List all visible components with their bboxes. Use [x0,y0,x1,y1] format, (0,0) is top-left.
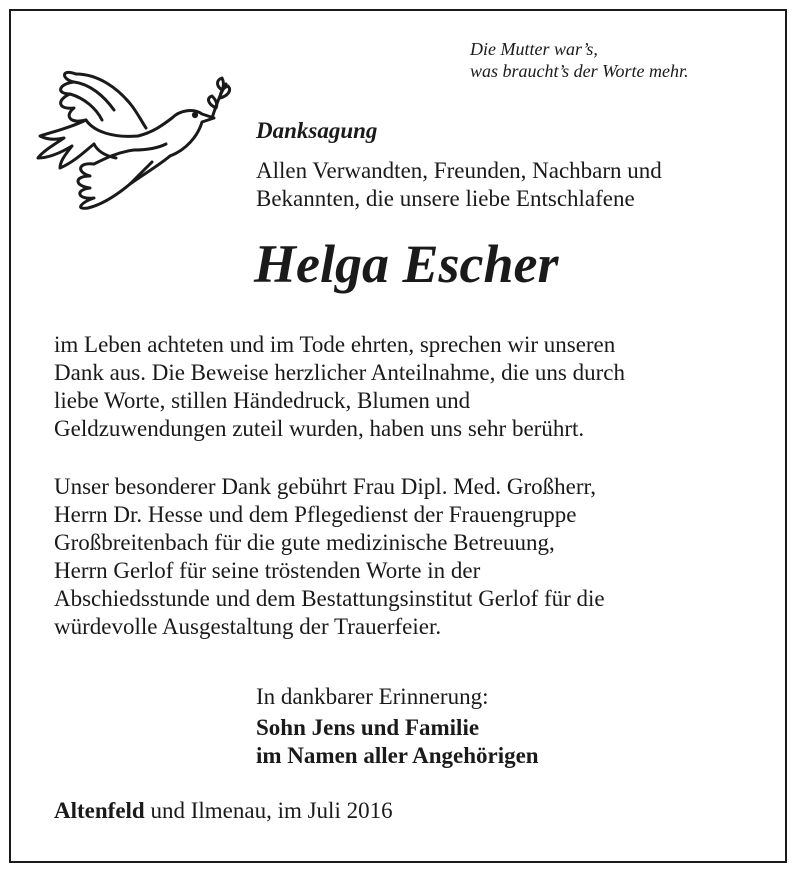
closing-phrase: In dankbarer Erinnerung: [256,684,489,709]
paragraph-line: Herrn Dr. Hesse und dem Pflegedienst der Frauengruppe [54,502,577,527]
thanks-paragraph-1 [54,331,625,443]
place-date-rest: und Ilmenau, im Juli 2016 [144,798,393,823]
paragraph-line: Geldzuwendungen zuteil wurden, haben uns sehr berührt. [54,416,585,441]
paragraph-line: Herrn Gerlof für seine tröstenden Worte in der [54,558,481,583]
deceased-name: Helga Escher [254,234,559,294]
paragraph-line: Dank aus. Die Beweise herzlicher Anteilnahme, die uns durch [54,360,625,385]
motto [470,38,689,82]
paragraph-line: im Leben achteten und im Tode ehrten, sprechen wir unseren [54,332,616,357]
place-and-date [54,797,393,825]
paragraph-line: Abschiedsstunde und dem Bestattungsinstitut Gerlof für die [54,586,605,611]
motto-line-2: was braucht’s der Worte mehr. [470,61,689,81]
signer-line-1: Sohn Jens und Familie [256,715,480,740]
paragraph-line: liebe Worte, stillen Händedruck, Blumen und [54,388,471,413]
dove-with-olive-branch-icon [34,66,234,224]
intro-text [256,157,662,213]
signer-line-2: im Namen aller Angehörigen [256,743,539,768]
intro-line-2: Bekannten, die unsere liebe Entschlafene [256,186,635,211]
notice-heading: Danksagung [256,118,378,143]
place-name: Altenfeld [54,798,145,823]
motto-line-1: Die Mutter war’s, [470,39,598,59]
paragraph-line: würdevolle Ausgestaltung der Trauerfeier. [54,614,442,639]
paragraph-line: Großbreitenbach für die gute medizinische Betreuung, [54,530,555,555]
signers [256,714,539,770]
thanks-paragraph-2 [54,473,605,641]
paragraph-line: Unser besonderer Dank gebührt Frau Dipl. Med. Großherr, [54,474,596,499]
intro-line-1: Allen Verwandten, Freunden, Nachbarn und [256,158,662,183]
